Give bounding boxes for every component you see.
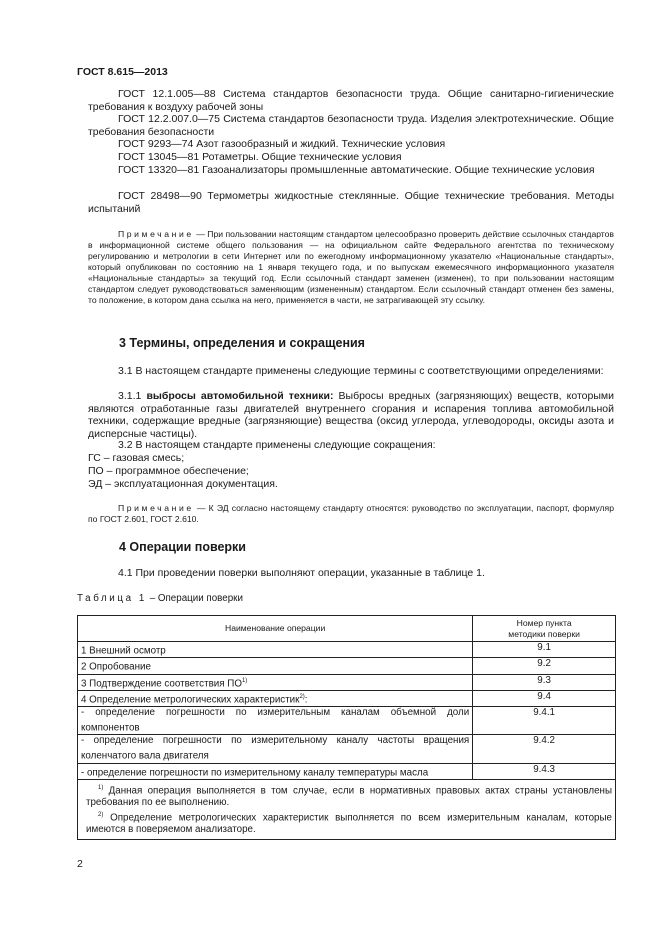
abbreviation-po: ПО – программное обеспечение; [88, 465, 249, 477]
document-header: ГОСТ 8.615—2013 [77, 66, 168, 78]
table-row [78, 642, 616, 658]
term-vehicle-emissions: выбросы автомобильной техники: [146, 390, 334, 402]
table-caption [77, 593, 243, 604]
column-header-operation: Наименование операции [78, 616, 473, 642]
item-number: 9.1 [473, 642, 616, 658]
table-row [78, 690, 616, 706]
table-row [78, 658, 616, 674]
note-text: — К ЭД согласно настоящему стандарту относятся: руководство по эксплуатации, паспорт, формуляр по ГОСТ 2.601, ГОСТ 2.610. [88, 503, 614, 524]
operation-name: - определение погрешности по измерительному каналу температуры масла [78, 763, 473, 779]
item-number: 9.2 [473, 658, 616, 674]
paragraph-3-1-1 [88, 390, 614, 440]
reference-gost-13045: ГОСТ 13045—81 Ротаметры. Общие технические условия [118, 151, 402, 163]
note-references [88, 229, 614, 306]
note-ed [88, 503, 614, 525]
operation-name: 1 Внешний осмотр [78, 642, 473, 658]
reference-gost-12-1-005: ГОСТ 12.1.005—88 Система стандартов безопасности труда. Общие санитарно-гигиенические требования к воздуху рабочей зоны [88, 88, 614, 113]
footnote-1: $^{1)}$ Данная операция выполняется в том случае, если в нормативных правовых актах страны установлены требования по ее выполнению. [86, 784, 612, 809]
term-definition: Выбросы вредных (загрязняющих) веществ, которыми являются отработанные газы двигателей внутреннего сгорания и испарения топлива автомобильной техники, содержащие вредные (загрязняющие) вещества (оксид углерода, углеводороды, оксиды азота и дисперсные частицы). [88, 390, 614, 440]
paragraph-3-2: 3.2 В настоящем стандарте применены следующие сокращения: [118, 439, 436, 451]
abbreviation-gs: ГС – газовая смесь; [88, 452, 185, 464]
section-4-title: 4 Операции поверки [119, 540, 246, 554]
table-caption-text: – Операции поверки [146, 593, 243, 604]
operation-name: 3 Подтверждение соответствия ПО$^{1)}$ [78, 674, 473, 690]
reference-gost-28498: ГОСТ 28498—90 Термометры жидкостные стеклянные. Общие технические требования. Методы испытаний [88, 190, 614, 215]
page-number: 2 [77, 858, 83, 870]
note-label: Примечание [118, 229, 194, 239]
table-row [78, 674, 616, 690]
item-number: 9.3 [473, 674, 616, 690]
table-caption-label: Таблица 1 [77, 593, 147, 604]
item-number: 9.4 [473, 690, 616, 706]
item-number: 9.4.3 [473, 763, 616, 779]
operation-name: - определение погрешности по измерительным каналам объемной доли компонентов [78, 707, 473, 735]
table-footnotes [78, 779, 616, 840]
operation-name: 2 Опробование [78, 658, 473, 674]
reference-gost-9293: ГОСТ 9293—74 Азот газообразный и жидкий. Технические условия [118, 138, 446, 150]
note-label: Примечание [118, 503, 194, 513]
item-number: 9.4.1 [473, 707, 616, 735]
operation-name: - определение погрешности по измерительному каналу частоты вращения коленчатого вала двигателя [78, 735, 473, 763]
paragraph-4-1: 4.1 При проведении поверки выполняют операции, указанные в таблице 1. [118, 567, 485, 579]
table-row [78, 763, 616, 779]
footnote-2: $^{2)}$ Определение метрологических характеристик выполняется по всем измерительным каналам, которые имеются в поверяемом анализаторе. [86, 812, 612, 836]
section-3-title: 3 Термины, определения и сокращения [119, 336, 365, 350]
table-row [78, 707, 616, 735]
paragraph-3-1-1-number: 3.1.1 [118, 390, 147, 402]
abbreviation-ed: ЭД – эксплуатационная документация. [88, 478, 278, 490]
reference-gost-12-2-007: ГОСТ 12.2.007.0—75 Система стандартов безопасности труда. Изделия электротехнические. Общие требования безопасности [88, 113, 614, 138]
reference-gost-13320: ГОСТ 13320—81 Газоанализаторы промышленные автоматические. Общие технические условия [118, 164, 595, 176]
table-row [78, 735, 616, 763]
operation-name: 4 Определение метрологических характеристик$^{2)}$: [78, 690, 473, 706]
column-header-item-number: Номер пункта методики поверки [473, 616, 616, 642]
paragraph-3-1: 3.1 В настоящем стандарте применены следующие термины с соответствующими определениями: [118, 365, 604, 377]
table-header-row [78, 616, 616, 642]
footnotes-cell [78, 779, 616, 840]
operations-table [77, 615, 616, 840]
note-text: — При пользовании настоящим стандартом целесообразно проверить действие ссылочных стандартов в информационной системе общего пользования — на официальном сайте Федерального агентства по техническому регулированию и метрологии в сети Интернет или по ежегодному информационному указателю «Национальные стандарты», который опубликован по состоянию на 1 января текущего года, и по выпускам ежемесячного информационного указателя «Национальные стандарты» за текущий год. Если ссылочный стандарт заменен (изменен), то при пользовании настоящим стандартом следует руководствоваться заменяющим (измененным) стандартом. Если ссылочный стандарт отменен без замены, то положение, в котором дана ссылка на него, применяется в части, не затрагивающей эту ссылку. [88, 229, 614, 305]
item-number: 9.4.2 [473, 735, 616, 763]
